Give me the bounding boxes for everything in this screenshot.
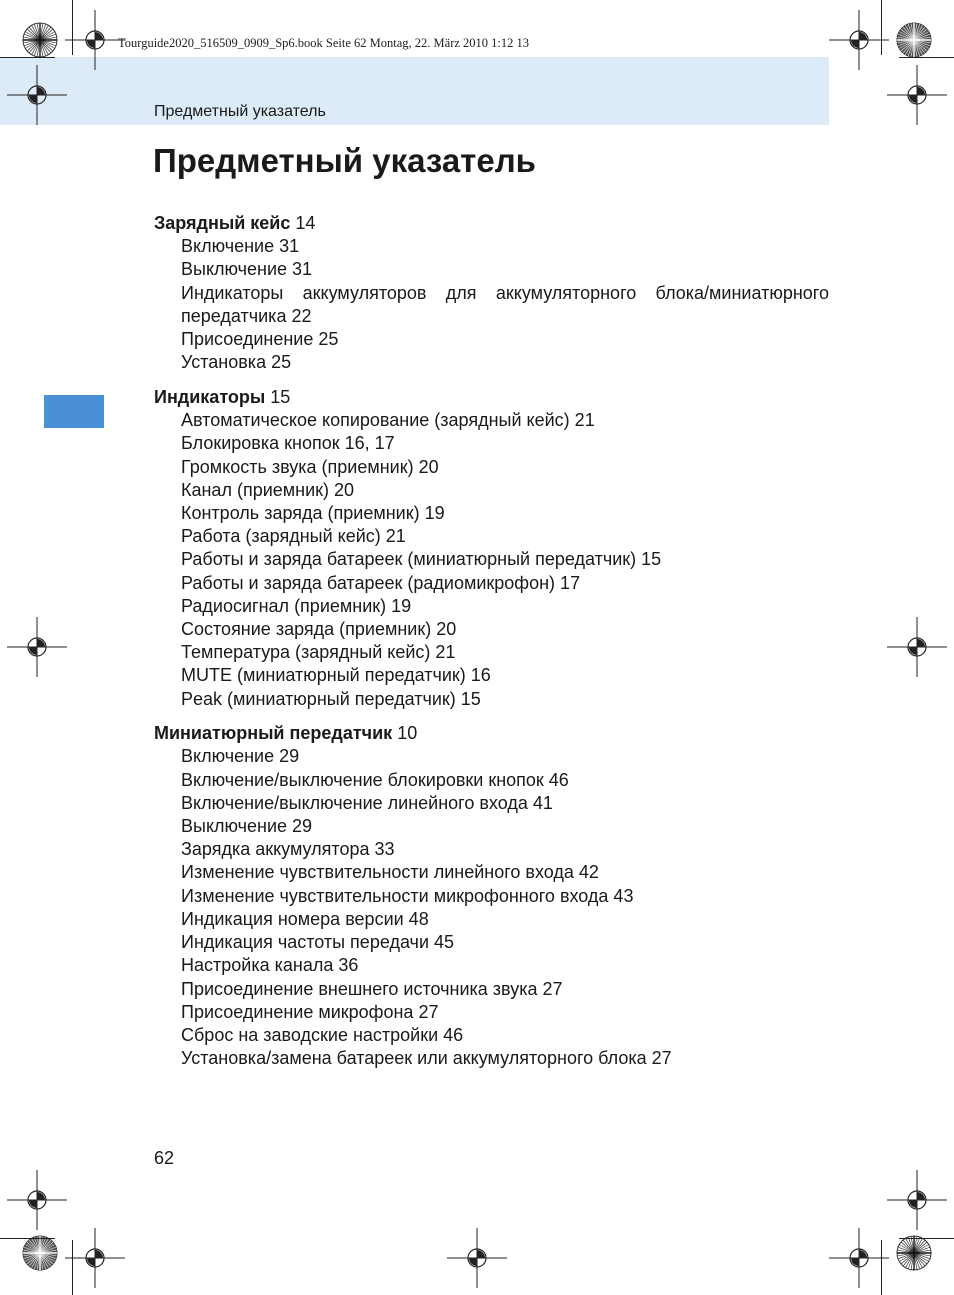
- index-term: Миниатюрный передатчик: [154, 723, 393, 744]
- index-subentry: Выключение 31: [181, 259, 313, 280]
- index-subentry: Включение 29: [181, 746, 300, 767]
- running-header: Предметный указатель: [154, 103, 326, 120]
- index-term-page: 14: [295, 213, 316, 233]
- index-subentry: Изменение чувствительности линейного входа 42: [181, 862, 599, 883]
- index-subentry: Установка 25: [181, 352, 292, 373]
- section-tab-marker: [44, 395, 104, 428]
- index-subentry: Установка/замена батареек или аккумуляторного блока 27: [181, 1048, 672, 1069]
- index-subentry: Громкость звука (приемник) 20: [181, 456, 439, 477]
- index-subentry: Индикация частоты передачи 45: [181, 932, 455, 953]
- registration-mark-icon: [887, 65, 947, 125]
- registration-mark-icon: [65, 1228, 125, 1288]
- crop-mark: [72, 1240, 73, 1295]
- registration-mark-icon: [829, 1228, 889, 1288]
- index-subentry: MUTE (миниатюрный передатчик) 16: [181, 665, 491, 686]
- page-number: 62: [154, 1148, 175, 1168]
- index-subentry: Автоматическое копирование (зарядный кейс) 21: [181, 410, 595, 431]
- registration-mark-icon: [447, 1228, 507, 1288]
- index-subentry: Индикация номера версии 48: [181, 908, 429, 929]
- index-subentry: Радиосигнал (приемник) 19: [181, 595, 412, 616]
- index-subentry: Индикаторы аккумуляторов для аккумуляторного блока/миниатюрного передатчика 22: [181, 282, 829, 326]
- index-subentry: Изменение чувствительности микрофонного входа 43: [181, 885, 634, 906]
- page-title: Предметный указатель: [153, 142, 536, 179]
- index-subentry: Зарядка аккумулятора 33: [181, 839, 395, 860]
- print-info-line: Tourguide2020_516509_0909_Sp6.book Seite 62 Montag, 22. März 2010 1:12 13: [118, 36, 530, 50]
- index-subentry: Включение/выключение линейного входа 41: [181, 792, 553, 813]
- crop-mark: [72, 0, 73, 55]
- crop-mark: [0, 1238, 55, 1239]
- registration-mark-icon: [829, 10, 889, 70]
- index-subentry: Контроль заряда (приемник) 19: [181, 502, 445, 523]
- crop-mark: [0, 57, 55, 58]
- index-subentry: Сброс на заводские настройки 46: [181, 1024, 464, 1045]
- crop-mark: [899, 1238, 954, 1239]
- index-term: Зарядный кейс: [154, 213, 291, 233]
- index-list: [154, 212, 829, 1082]
- index-entry: [154, 386, 829, 711]
- index-subentry: Присоединение 25: [181, 329, 339, 350]
- index-subentry: Работы и заряда батареек (радиомикрофон) 17: [181, 572, 581, 593]
- index-main-line: [154, 722, 829, 745]
- index-subentry: Температура (зарядный кейс) 21: [181, 642, 456, 663]
- color-rosette-icon: [21, 21, 59, 59]
- color-rosette-icon: [895, 21, 933, 59]
- index-entry: [154, 722, 829, 1070]
- index-subentry: Выключение 29: [181, 816, 313, 837]
- crop-mark: [881, 1240, 882, 1295]
- index-term-page: 10: [397, 723, 418, 744]
- index-subentry: Присоединение микрофона 27: [181, 1001, 439, 1022]
- color-rosette-icon: [895, 1234, 933, 1272]
- index-subentry: Состояние заряда (приемник) 20: [181, 618, 457, 639]
- crop-mark: [899, 57, 954, 58]
- index-subentry: Включение/выключение блокировки кнопок 46: [181, 769, 569, 790]
- index-subentry: Настройка канала 36: [181, 955, 359, 976]
- registration-mark-icon: [65, 10, 125, 70]
- index-subentry: Работа (зарядный кейс) 21: [181, 526, 406, 547]
- index-subentry: Peak (миниатюрный передатчик) 15: [181, 688, 481, 709]
- index-term-page: 15: [270, 386, 291, 407]
- registration-mark-icon: [887, 617, 947, 677]
- index-subentry: Блокировка кнопок 16, 17: [181, 433, 395, 454]
- index-subentry: Включение 31: [181, 236, 300, 257]
- index-subentry: Работы и заряда батареек (миниатюрный передатчик) 15: [181, 549, 662, 570]
- index-main-line: [154, 386, 829, 409]
- crop-mark: [881, 0, 882, 55]
- registration-mark-icon: [7, 65, 67, 125]
- registration-mark-icon: [887, 1170, 947, 1230]
- index-main-line: [154, 212, 829, 235]
- color-rosette-icon: [21, 1234, 59, 1272]
- index-entry: [154, 212, 829, 374]
- index-term: Индикаторы: [154, 386, 266, 407]
- registration-mark-icon: [7, 1170, 67, 1230]
- registration-mark-icon: [7, 617, 67, 677]
- index-subentry: Присоединение внешнего источника звука 27: [181, 978, 563, 999]
- index-subentry: Канал (приемник) 20: [181, 479, 355, 500]
